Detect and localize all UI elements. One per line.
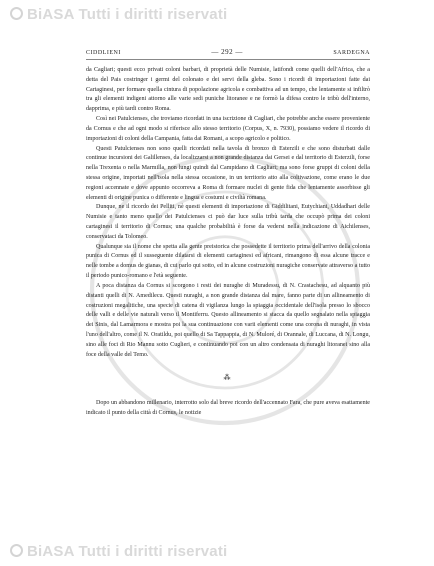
- page-number: — 292 —: [211, 48, 243, 56]
- document-page: [86, 48, 370, 419]
- closing-paragraph: Dopo un abbandono millenario, interrotto solo dal breve ricordo dell'accennato Fara, che pure aveva esattamente indicato il punto della città di Cornus, le notizie: [86, 400, 370, 417]
- paragraph-1: da Cagliari; questi ecco privati coloni barbari, di proprietà delle Numisie, latifondi come quelli dell'Africa, che a detta del Pais costringer i germi del colonato e dei servi della gleba. Sono i ricordi di importazioni fatte dai Cartaginesi, per formare quella cintura di popolazione agricola e combattiva ad un tempo, che lentamente si infiltrò tra gli elementi indigeni attorno alle varie sedi puniche litoranee e ne formò la difesa contro le tribù dell'interno, dapprima, e più tardi contro Roma.: [86, 67, 370, 113]
- header-right: SARDEGNA: [333, 50, 370, 56]
- running-header: [86, 48, 370, 60]
- paragraph-5: Qualunque sia il nome che spetta alla gente preistorica che possedette il territorio prima dell'arrivo della colonia punica di Cornus ed il susseguente dilatarsi di elementi cartaginesi ed africani, rimangono di essa alcune tracce e nelle tombe a domus de gianas, di cui parlo qui sotto, ed in alcune costruzioni nuragiche conservate attraverso a tutto il periodo punico-romano e l'età seguente.: [86, 243, 370, 280]
- paragraph-3: Questi Patulcienses non sono quelli ricordati nella tavola di bronzo di Esterzili e che sono disturbati dalle continue incursioni dei Galillenses, da localizzarsi a non grande distanza dai Gersei e dal territorio di Esterzili, forse nella Trexenta o nella Marmilla, non lungi quindi dal Campidano di Cagliari; ma sono forse gruppi di coloni della stessa origine, importati nell'isola nella stessa occasione, in un territorio atto alla coltivazione, come erano le due regioni accennate e dove appunto occorreva a Roma di formare nuclei di gente fida che lentamente assorbisse gli elementi di origine punica o differente e lingua e costumi e civiltà romana.: [86, 145, 370, 201]
- paragraph-4: Dunque, ne il ricordo dei Pelliti, nè questi elementi di importazione di Giddilitani, Eutychiani, Uddadhari delle Numisie e tanto meno quello dei Patulcienses ci può dar luce sulla tribù tarda che occupò prima dei coloni cartaginesi il territorio di Cornus; una qualche probabilità è forse da vedersi nella indicazione di Aichilenses, conservataci da Tolomeo.: [86, 204, 370, 240]
- biasa-logo-icon: [10, 7, 23, 20]
- watermark-top-text: BiASA Tutti i diritti riservati: [27, 6, 228, 23]
- watermark-top: [10, 6, 227, 23]
- section-separator: ⁂: [223, 374, 233, 383]
- paragraph-2: Così nei Patulcienses, che troviamo ricordati in una iscrizione di Cagliari, che potrebbe anche essere proveniente da Cornus e che ad ogni modo si riferisce allo stesso territorio (Corpus, X, n. 7930), possiamo vedere il ricordo di importazioni di coloni della Campania, fatta dai Romani, a scopo agricolo e politico.: [86, 116, 370, 142]
- body-text: [86, 66, 370, 360]
- biasa-logo-icon: [10, 544, 23, 557]
- header-left: CIDDLIENI: [86, 50, 121, 56]
- watermark-bottom: [10, 543, 227, 560]
- watermark-bottom-text: BiASA Tutti i diritti riservati: [27, 543, 228, 560]
- paragraph-6: A poca distanza da Cornus si scorgono i resti dei nuraghe di Muradessu, di N. Crastachesu, ad alquanto più distanti quelli di N. Amedilecu. Questi nuraghi, a non grande distanza dal mare, fanno parte di un allineamento di costruzioni megalitiche, una specie di catena di vigilanza lungo la spiaggia occidentale dell'isola presso lo sbocco delle valli e delle vie naturali verso il Montiferru. Questo allineamento si stacca da quello segnalato nella spiaggia dei Sinis, dal Lamarmora e mostra poi la sua continuazione con varii elementi come una corona di nuraghi, in vista l'uno dell'altro, come il N. Oratildu, poi quello di Sa Tappappia, di N. Muloré, di Orannale, di Luccana, di N. Longu, sino alle foci di Rio Mannu sotto Cuglieri, e continuando poi con un altro condensata di nuraghi litoranei sino alla foce della valle del Temo.: [86, 282, 370, 358]
